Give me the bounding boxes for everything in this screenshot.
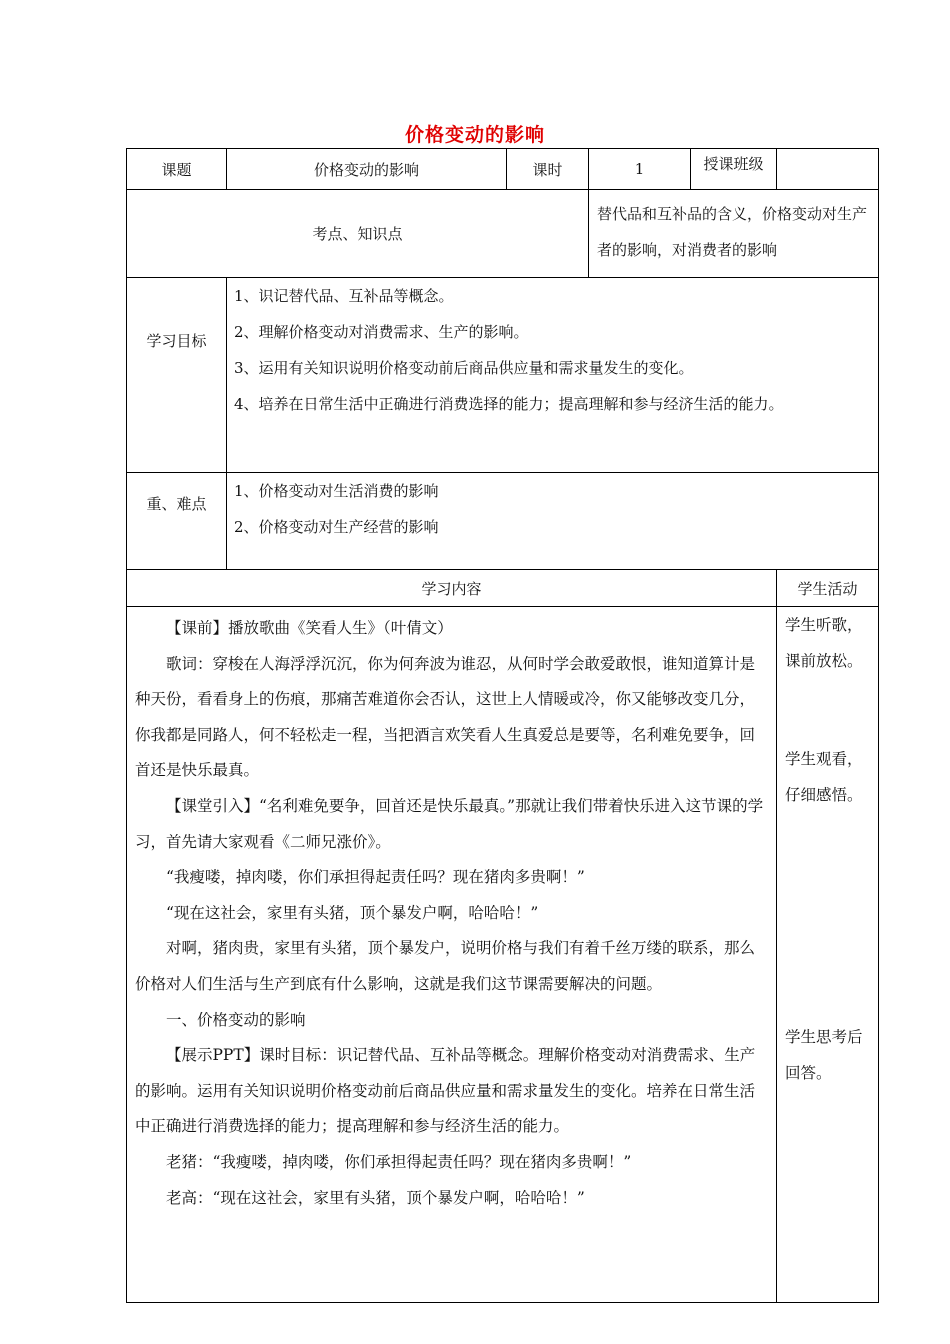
goals-row	[127, 278, 879, 473]
content-paragraph: 对啊，猪肉贵，家里有头猪，顶个暴发户，说明价格与我们有着千丝万缕的联系，那么价格对人们生活与生产到底有什么影响，这就是我们这节课需要解决的问题。	[135, 939, 756, 993]
content-paragraph: 一、价格变动的影响	[166, 1010, 306, 1029]
topic-label: 课题	[127, 149, 227, 190]
content-paragraph: 【课堂引入】“名利难免要争，回首还是快乐最真。”那就让我们带着快乐进入这节课的学习，首先请大家观看《二师兄涨价》。	[135, 796, 764, 851]
goals-list	[227, 278, 879, 473]
activity-column	[777, 607, 879, 1303]
content-paragraph: 【课前】播放歌曲《笑看人生》（叶倩文）	[166, 619, 453, 637]
topic-value: 价格变动的影响	[227, 149, 507, 190]
knowledge-row	[127, 190, 879, 278]
key-point-item: 1、价格变动对生活消费的影响	[234, 482, 439, 500]
content-body	[127, 607, 777, 1303]
knowledge-label: 考点、知识点	[127, 190, 589, 278]
activity-heading: 学生活动	[777, 570, 879, 607]
activity-note: 学生观看，仔细感悟。	[785, 750, 863, 804]
content-paragraph: “我瘦喽，掉肉喽，你们承担得起责任吗？现在猪肉多贵啊！”	[166, 868, 585, 887]
key-points-row	[127, 473, 879, 570]
goal-item: 3、运用有关知识说明价格变动前后商品供应量和需求量发生的变化。	[234, 359, 694, 377]
content-paragraph: 歌词：穿梭在人海浮浮沉沉，你为何奔波为谁忍，从何时学会敢爱敢恨，谁知道算计是种天份，看看身上的伤痕，那痛苦难道你会否认，这世上人情暖或冷，你又能够改变几分，你我都是同路人，何不轻松走一程，当把酒言欢笑看人生真爱总是要等，名利难免要争，回首还是快乐最真。	[135, 654, 756, 780]
key-points-list	[227, 473, 879, 570]
activity-note: 学生思考后回答。	[785, 1028, 863, 1082]
goal-item: 4、培养在日常生活中正确进行消费选择的能力；提高理解和参与经济生活的能力。	[234, 395, 784, 413]
content-heading: 学习内容	[127, 570, 777, 607]
content-paragraph: 老猪：“我瘦喽，掉肉喽，你们承担得起责任吗？现在猪肉多贵啊！”	[166, 1152, 632, 1171]
period-label: 课时	[507, 149, 589, 190]
lesson-plan-table	[126, 148, 879, 1303]
content-paragraph: 【展示PPT】课时目标：识记替代品、互补品等概念。理解价格变动对消费需求、生产的影响。运用有关知识说明价格变动前后商品供应量和需求量发生的变化。培养在日常生活中正确进行消费选择的能力；提高理解和参与经济生活的能力。	[135, 1046, 756, 1136]
class-label: 授课班级	[691, 149, 777, 190]
section-header-row	[127, 570, 879, 607]
activity-note: 学生听歌，课前放松。	[785, 616, 863, 670]
goal-item: 2、理解价格变动对消费需求、生产的影响。	[234, 323, 529, 341]
period-value: 1	[589, 149, 691, 190]
key-point-item: 2、价格变动对生产经营的影响	[234, 518, 439, 536]
content-row	[127, 607, 879, 1303]
key-points-label: 重、难点	[127, 473, 227, 570]
page-title: 价格变动的影响	[404, 124, 545, 146]
content-paragraph: 老高：“现在这社会，家里有头猪，顶个暴发户啊，哈哈哈！”	[166, 1188, 585, 1207]
class-value	[777, 149, 879, 190]
knowledge-text: 替代品和互补品的含义，价格变动对生产者的影响，对消费者的影响	[589, 190, 879, 278]
header-row	[127, 149, 879, 190]
goals-label: 学习目标	[127, 278, 227, 473]
content-paragraph: “现在这社会，家里有头猪，顶个暴发户啊，哈哈哈！”	[166, 903, 539, 922]
goal-item: 1、识记替代品、互补品等概念。	[234, 287, 454, 305]
